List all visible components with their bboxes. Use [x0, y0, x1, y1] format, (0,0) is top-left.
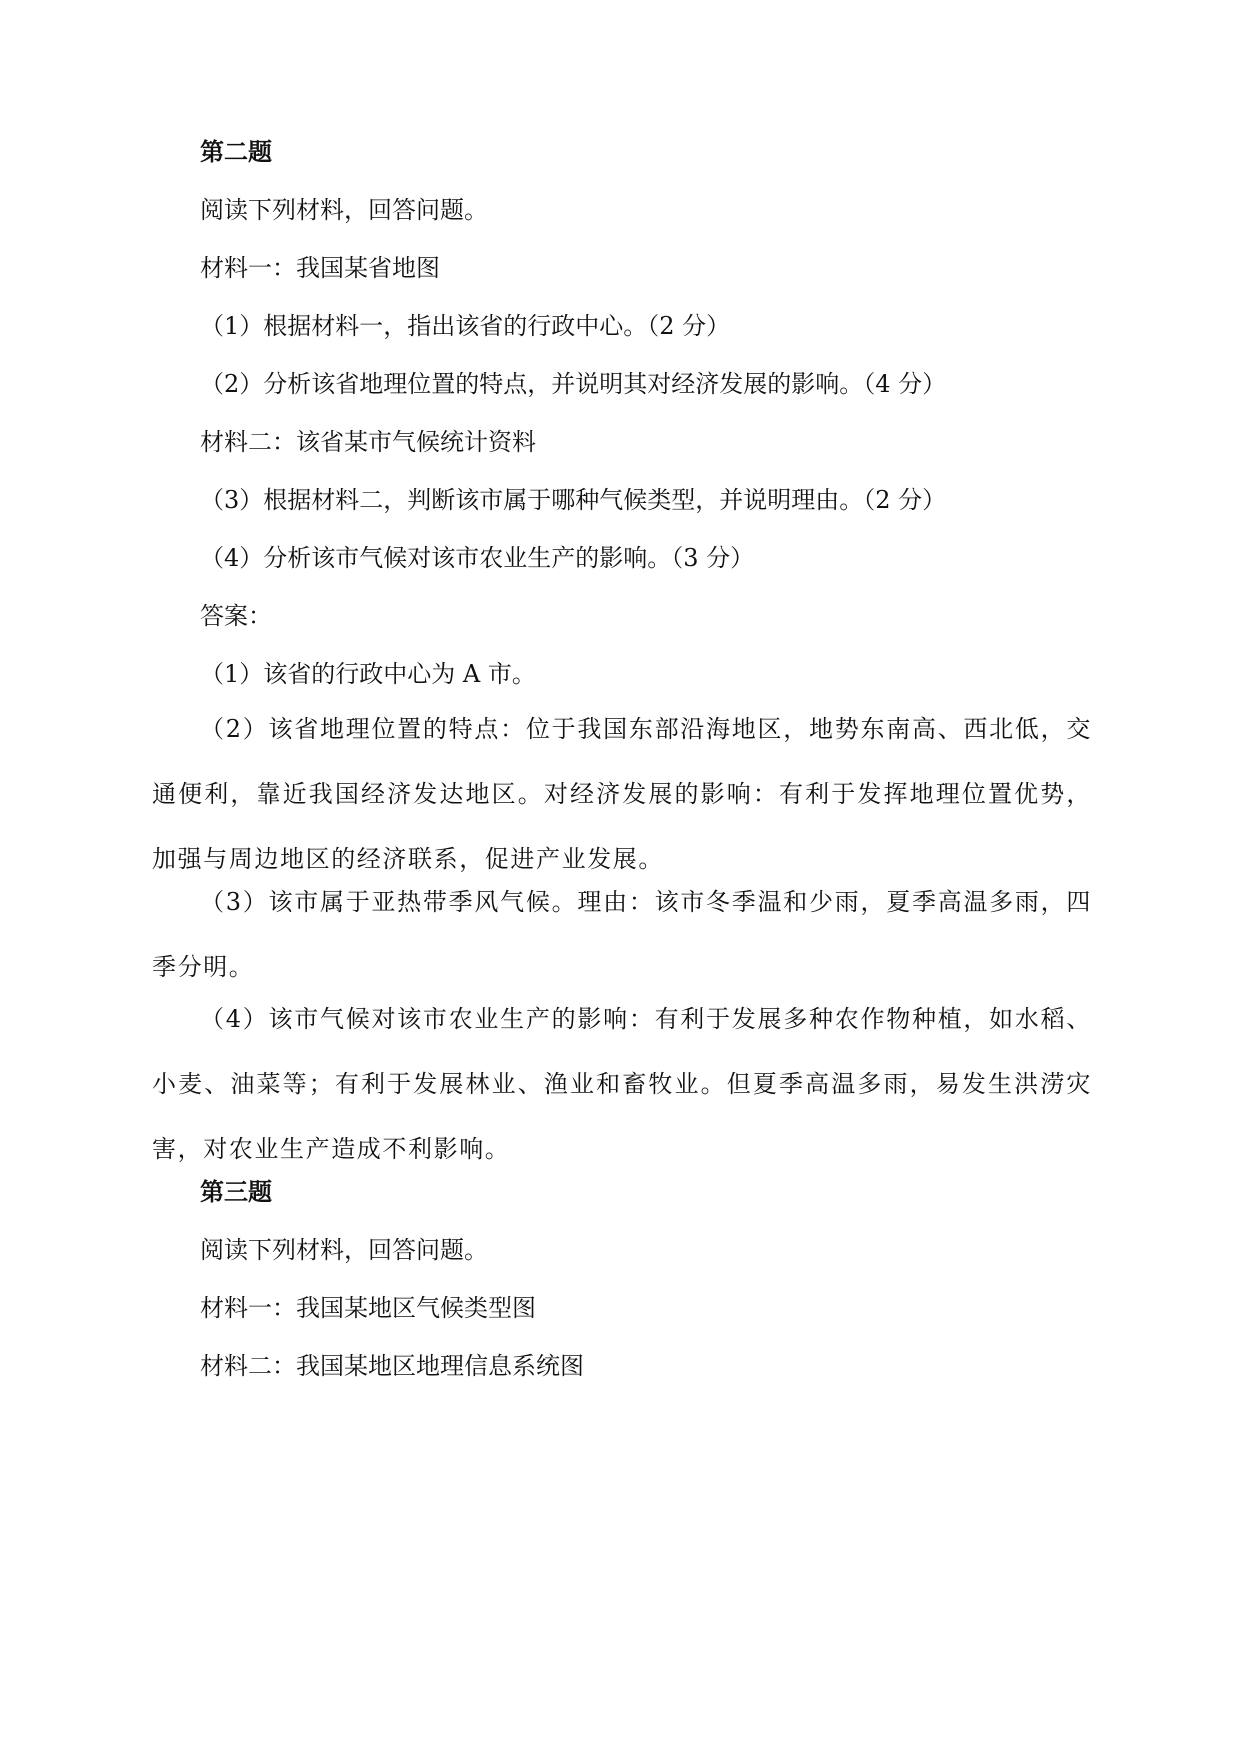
answer-label: 答案：: [200, 602, 272, 630]
question-2-sub-1: （1）根据材料一，指出该省的行政中心。（2 分）: [200, 312, 731, 340]
question-2-intro: 阅读下列材料，回答问题。: [200, 196, 488, 224]
question-2-material-1: 材料一：我国某省地图: [200, 254, 440, 282]
answer-3: （3）该市属于亚热带季风气候。理由：该市冬季温和少雨，夏季高温多雨，四季分明。: [152, 888, 1092, 981]
question-2-sub-2: （2）分析该省地理位置的特点，并说明其对经济发展的影响。（4 分）: [200, 370, 947, 398]
answer-2: （2）该省地理位置的特点：位于我国东部沿海地区，地势东南高、西北低，交通便利，靠近我国经济发达地区。对经济发展的影响：有利于发挥地理位置优势，加强与周边地区的经济联系，促进产业发展。: [152, 715, 1092, 873]
question-2-sub-3: （3）根据材料二，判断该市属于哪种气候类型，并说明理由。（2 分）: [200, 486, 947, 514]
question-2-heading: 第二题: [200, 137, 272, 166]
question-2-sub-4: （4）分析该市气候对该市农业生产的影响。（3 分）: [200, 544, 755, 572]
answer-1: （1）该省的行政中心为 A 市。: [200, 660, 536, 688]
question-2-material-2: 材料二：该省某市气候统计资料: [200, 428, 536, 456]
answer-4: （4）该市气候对该市农业生产的影响：有利于发展多种农作物种植，如水稻、小麦、油菜等；有利于发展林业、渔业和畜牧业。但夏季高温多雨，易发生洪涝灾害，对农业生产造成不利影响。: [152, 1005, 1092, 1163]
question-3-intro: 阅读下列材料，回答问题。: [200, 1236, 488, 1264]
question-3-material-2: 材料二：我国某地区地理信息系统图: [200, 1352, 584, 1380]
question-3-heading: 第三题: [200, 1177, 272, 1206]
question-3-material-1: 材料一：我国某地区气候类型图: [200, 1294, 536, 1322]
